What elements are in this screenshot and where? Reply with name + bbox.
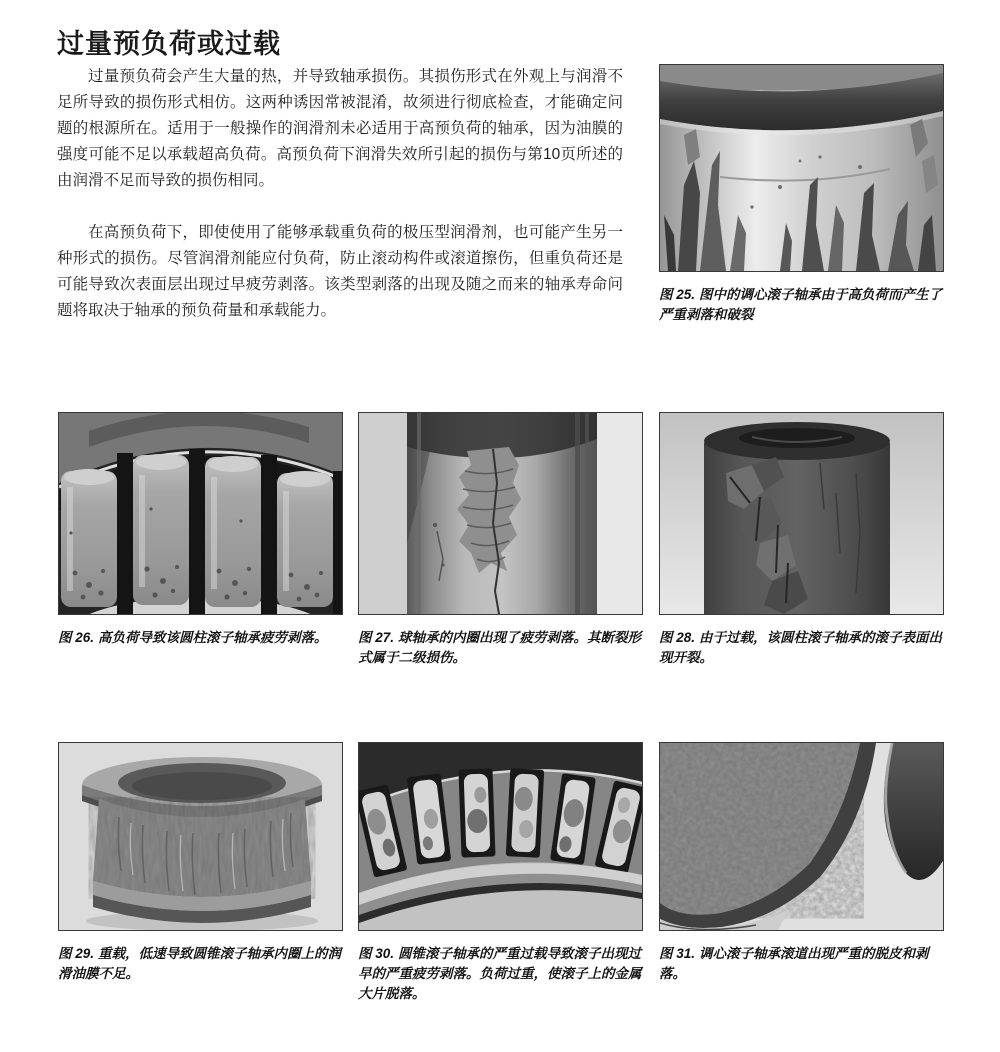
figure-31-label: 图 31. [659,946,696,961]
figure-30-caption [358,944,650,1004]
raceway-peeling-photo [660,743,943,930]
figure-31-caption [659,944,951,984]
figure-29-caption [58,944,350,984]
figure-25-text: 图中的调心滚子轴承由于高负荷而产生了严重剥落和破裂 [659,287,943,322]
figure-25-photo [659,64,944,272]
figure-27-caption [358,628,650,668]
figure-28 [659,412,951,668]
figure-28-caption [659,628,951,668]
figure-26-text: 高负荷导致该圆柱滚子轴承疲劳剥落。 [98,630,328,645]
figure-31 [659,742,951,984]
body-text [57,64,623,350]
figure-29-photo [58,742,343,931]
figure-30-label: 图 30. [358,946,395,961]
figure-28-photo [659,412,944,615]
figure-30-text: 圆锥滚子轴承的严重过载导致滚子出现过早的严重疲劳剥落。负荷过重，使滚子上的金属大片脱落。 [358,946,642,1001]
figure-29 [58,742,350,984]
tapered-roller-cage-photo [359,743,642,930]
figure-31-text: 调心滚子轴承滚道出现严重的脱皮和剥落。 [659,946,929,981]
figure-29-label: 图 29. [58,946,95,961]
body-paragraph: 在高预负荷下，即使使用了能够承载重负荷的极压型润滑剂，也可能产生另一种形式的损伤。尽管润滑剂能应付负荷，防止滚动构件或滚道擦伤，但重负荷还是可能导致次表面层出现过早疲劳剥落。该类型剥落的出现及随之而来的轴承寿命问题将取决于轴承的预负荷量和承载能力。 [57,224,623,319]
cylindrical-roller-bearing-photo [59,413,342,614]
page-title: 过量预负荷或过载 [57,29,281,59]
figure-30 [358,742,650,1004]
ball-bearing-inner-ring-crack-photo [359,413,642,614]
figure-27-photo [358,412,643,615]
figure-27 [358,412,650,668]
figure-26-caption [58,628,350,648]
figure-26-photo [58,412,343,615]
figure-28-label: 图 28. [659,630,696,645]
tapered-bearing-cone-photo [59,743,342,930]
figure-26 [58,412,350,648]
figure-26-label: 图 26. [58,630,95,645]
figure-25 [659,64,951,325]
figure-27-text: 球轴承的内圈出现了疲劳剥落。其断裂形式属于二级损伤。 [358,630,642,665]
figure-25-label: 图 25. [659,287,696,302]
figure-28-text: 由于过载，该圆柱滚子轴承的滚子表面出现开裂。 [659,630,943,665]
figure-25-caption [659,285,951,325]
figure-31-photo [659,742,944,931]
figure-30-photo [358,742,643,931]
cracked-roller-surface-photo [660,413,943,614]
figure-27-label: 图 27. [358,630,395,645]
figure-29-text: 重载，低速导致圆锥滚子轴承内圈上的润滑油膜不足。 [58,946,342,981]
body-paragraph: 过量预负荷会产生大量的热，并导致轴承损伤。其损伤形式在外观上与润滑不足所导致的损伤形式相仿。这两种诱因常被混淆，故须进行彻底检查，才能确定问题的根源所在。适用于一般操作的润滑剂未必适用于高预负荷的轴承，因为油膜的强度可能不足以承载超高负荷。高预负荷下润滑失效所引起的损伤与第10页所述的由润滑不足而导致的损伤相同。 [57,68,623,189]
spalled-roller-photo [660,65,943,271]
